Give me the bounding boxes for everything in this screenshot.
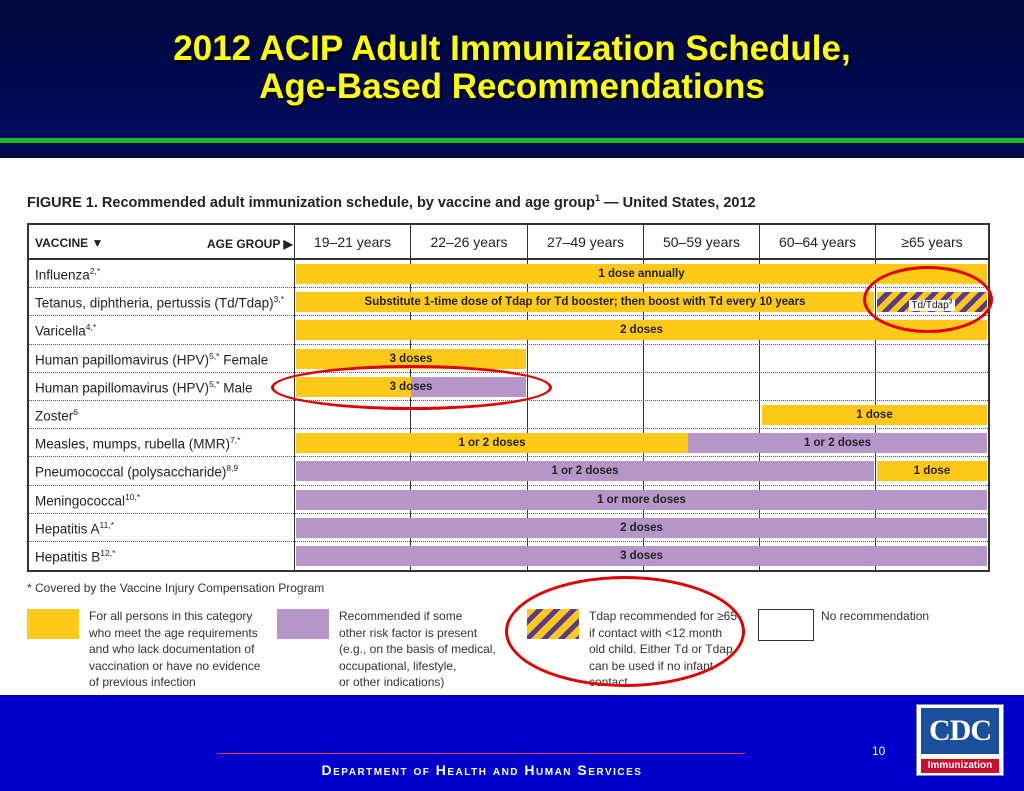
bar-meningococcal: 1 or more doses (296, 490, 987, 510)
bar-hepatitis-a: 2 doses (296, 518, 987, 538)
row-hepatitis-b (29, 542, 988, 570)
row-zoster (29, 401, 988, 429)
caption-text: FIGURE 1. Recommended adult immunization schedule, by vaccine and age group (27, 194, 596, 211)
annotation-oval-legend (505, 576, 745, 687)
row-label: Influenza$^{2,*}$ (35, 266, 101, 283)
row-label: Tetanus, diphtheria, pertussis (Td/Tdap)$^{3,*}$ (35, 294, 285, 311)
row-hpv-female (29, 345, 988, 373)
department-name: Department of Health and Human Services (321, 762, 643, 778)
header-under-band (0, 143, 1024, 158)
row-label: Human papillomavirus (HPV)$^{5,*}$ Male (35, 378, 253, 396)
legend-text-hatch: Tdap recommended for ≥65 if contact with <12 month old child. Either Td or Tdap can be used if no infant contact (589, 609, 737, 689)
row-label: Pneumococcal (polysaccharide)$^{8,9}$ (35, 463, 239, 480)
caption-suffix: — United States, 2012 (600, 194, 756, 211)
bar-hpv-female: 3 doses (296, 349, 526, 369)
title-line-1: 2012 ACIP Adult Immunization Schedule, (173, 29, 851, 68)
bar-influenza: 1 dose annually (296, 264, 987, 284)
footnote: * Covered by the Vaccine Injury Compensation Program (27, 581, 325, 595)
legend-swatch-yellow (27, 609, 79, 639)
annotation-oval-tdap (863, 266, 993, 333)
age-col-27-49: 27–49 years (527, 225, 643, 258)
row-label: Zoster$^6$ (35, 407, 78, 424)
legend-text-purple: Recommended if some other risk factor is present (e.g., on the basis of medical, occupational, lifestyle, or other indications) (339, 609, 496, 689)
row-meningococcal (29, 486, 988, 514)
title-line-2: Age-Based Recommendations (259, 67, 765, 106)
row-label: Meningococcal$^{10,*}$ (35, 491, 141, 509)
row-label: Varicella$^{4,*}$ (35, 322, 97, 339)
vaccine-header: VACCINE ▼ (35, 236, 104, 250)
page-number: 10 (872, 744, 886, 758)
bar-pneumo-young: 1 or 2 doses (296, 461, 874, 481)
table-header-row (29, 225, 988, 260)
bar-mmr-young: 1 or 2 doses (296, 433, 688, 453)
age-col-22-26: 22–26 years (410, 225, 527, 258)
footer-rule (217, 753, 745, 754)
bar-tdap-65-label: Td/Tdap$^3$ (911, 298, 953, 311)
figure-caption (27, 193, 756, 211)
legend-text-empty: No recommendation (821, 609, 930, 623)
row-influenza (29, 260, 988, 288)
cdc-logo (916, 704, 1004, 776)
bar-hepatitis-b: 3 doses (296, 546, 987, 566)
age-col-65-plus: ≥65 years (875, 225, 988, 258)
age-col-19-21: 19–21 years (294, 225, 410, 258)
caption-sup: 1 (595, 193, 601, 203)
bar-tdap: Substitute 1-time dose of Tdap for Td booster; then boost with Td every 10 years (296, 292, 874, 312)
legend-swatch-empty (758, 609, 814, 641)
row-mmr (29, 429, 988, 457)
legend-text-yellow: For all persons in this category who meet the age requirements and who lack documentation of vaccination or have no evidence of previous infection (89, 609, 261, 689)
bar-zoster: 1 dose (762, 405, 987, 425)
bar-pneumo-65: 1 dose (877, 461, 987, 481)
row-pneumococcal (29, 457, 988, 485)
row-hepatitis-a (29, 514, 988, 542)
bar-mmr-old: 1 or 2 doses (688, 433, 987, 453)
row-label: Human papillomavirus (HPV)$^{5,*}$ Female (35, 350, 269, 368)
row-label: Hepatitis $B^{12,*}$ (35, 548, 116, 565)
slide-title (0, 30, 1024, 106)
cdc-logo-tag: Immunization (921, 759, 999, 773)
annotation-oval-hpv-male (271, 365, 552, 410)
row-label: Measles, mumps, rubella (MMR)$^{7,*}$ (35, 435, 241, 452)
bar-varicella: 2 doses (296, 320, 987, 340)
slide-header (0, 0, 1024, 138)
age-col-50-59: 50–59 years (643, 225, 759, 258)
cdc-logo-mark: CDC (921, 708, 999, 754)
age-col-60-64: 60–64 years (759, 225, 875, 258)
row-label: Hepatitis $A^{11,*}$ (35, 519, 115, 537)
age-group-header: AGE GROUP ▶ (207, 237, 293, 251)
bar-hpv-male: 3 doses (296, 377, 526, 397)
row-varicella (29, 316, 988, 344)
legend-swatch-purple (277, 609, 329, 639)
row-tdap (29, 288, 988, 316)
